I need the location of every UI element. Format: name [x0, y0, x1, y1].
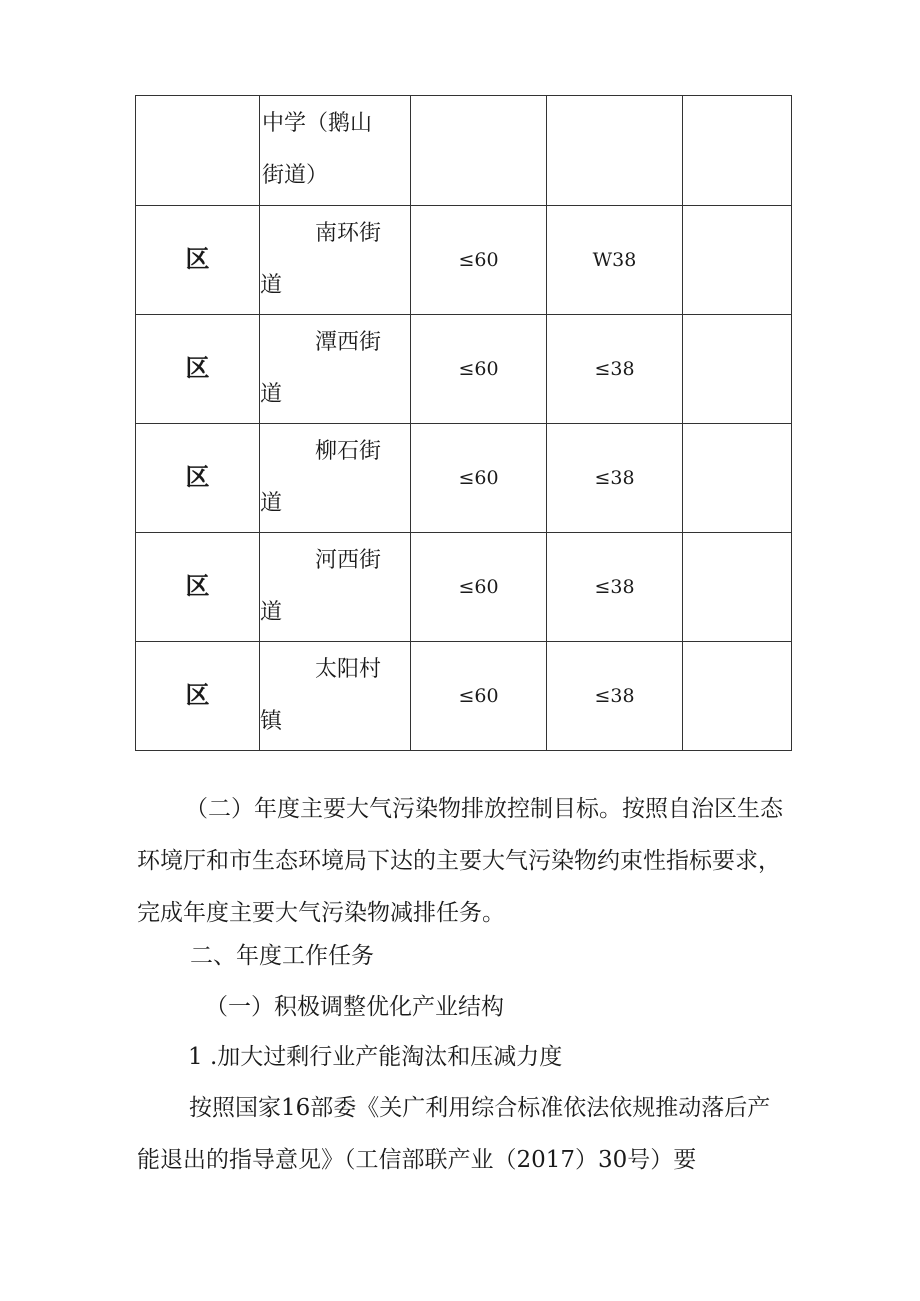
station-name-line1: 潭西街: [315, 330, 382, 355]
remark-cell: [683, 533, 792, 642]
table-row: [136, 96, 792, 206]
station-name-cell: [260, 315, 411, 424]
remark-cell: [683, 315, 792, 424]
item-heading-capacity-reduction: 1 .加大过剩行业产能淘汰和压减力度: [188, 1044, 563, 1070]
station-name-cell: [260, 642, 411, 751]
pm10-cell: ≤60: [411, 533, 547, 642]
policy-paragraph: 按照国家16部委《关广利用综合标准依法依规推动落后产能退出的指导意见》（工信部联产业（2017）30号）要: [137, 1095, 771, 1173]
pm25-cell: ≤38: [547, 642, 683, 751]
pm10-cell: ≤60: [411, 315, 547, 424]
table-row: [136, 206, 792, 315]
air-quality-target-table: [135, 95, 792, 751]
station-name-cell: [260, 533, 411, 642]
station-name-line1: 柳石街: [315, 439, 382, 464]
table-row: [136, 533, 792, 642]
district-cell: 区: [136, 533, 260, 642]
station-name-line2: 道: [260, 600, 283, 625]
pm10-cell: [411, 96, 547, 206]
remark-cell: [683, 642, 792, 751]
station-name-line1: 中学（鹅山: [262, 111, 373, 136]
emission-target-paragraph: （二）年度主要大气污染物排放控制目标。按照自治区生态环境厅和市生态环境局下达的主要大气污染物约束性指标要求，完成年度主要大气污染物减排任务。: [137, 796, 783, 926]
pm10-cell: ≤60: [411, 642, 547, 751]
station-name-cell: [260, 206, 411, 315]
pm25-cell: ≤38: [547, 533, 683, 642]
table-row: [136, 424, 792, 533]
station-name-line2: 街道）: [262, 163, 329, 188]
remark-cell: [683, 206, 792, 315]
district-cell: 区: [136, 642, 260, 751]
station-name-line2: 道: [260, 273, 283, 298]
section-heading-annual-tasks: 二、年度工作任务: [190, 943, 374, 969]
station-name-line2: 道: [260, 382, 283, 407]
station-name-line2: 镇: [260, 709, 283, 734]
remark-cell: [683, 96, 792, 206]
station-name-line1: 太阳村: [315, 657, 382, 682]
table-row: [136, 315, 792, 424]
pm25-cell: ≤38: [547, 424, 683, 533]
pm10-cell: ≤60: [411, 206, 547, 315]
pm10-cell: ≤60: [411, 424, 547, 533]
remark-cell: [683, 424, 792, 533]
station-name-line1: 河西街: [315, 548, 382, 573]
pm25-cell: [547, 96, 683, 206]
station-name-cell: [260, 424, 411, 533]
pm25-cell: W38: [547, 206, 683, 315]
district-cell: 区: [136, 424, 260, 533]
station-name-cell: [260, 96, 411, 206]
station-name-line2: 道: [260, 491, 283, 516]
district-cell: [136, 96, 260, 206]
district-cell: 区: [136, 206, 260, 315]
station-name-line1: 南环街: [315, 221, 382, 246]
district-cell: 区: [136, 315, 260, 424]
pm25-cell: ≤38: [547, 315, 683, 424]
table-row: [136, 642, 792, 751]
subsection-heading-industry-structure: （一）积极调整优化产业结构: [205, 994, 504, 1020]
